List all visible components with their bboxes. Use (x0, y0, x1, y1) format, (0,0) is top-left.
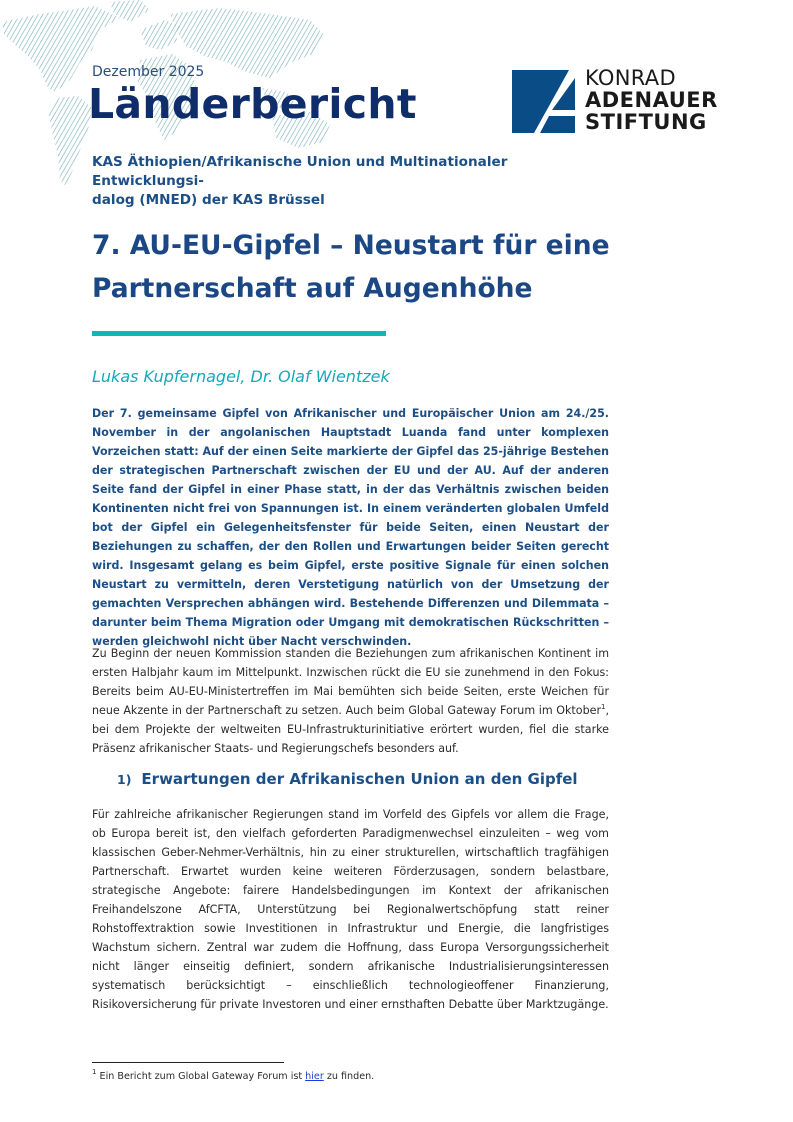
footnote-divider (92, 1062, 284, 1063)
article-title-line-1: 7. AU-EU-Gipfel – Neustart für eine (92, 230, 610, 261)
article-title-line-2: Partnerschaft auf Augenhöhe (92, 273, 533, 304)
logo-line-konrad: KONRAD (585, 66, 676, 90)
report-date: Dezember 2025 (92, 64, 205, 80)
logo-line-adenauer: ADENAUER (585, 88, 718, 112)
article-title (92, 224, 652, 310)
office-line-1: KAS Äthiopien/Afrikanische Union und Multinationaler Entwicklungsi- (92, 154, 508, 189)
footnote-reference[interactable]: 1 (601, 703, 606, 711)
section-heading-1 (117, 770, 578, 788)
body-paragraph-1-text-b: , bei dem Projekte der weltweiten EU-Infrastrukturinitiative erörtert wurden, fiel die starke Präsenz afrikanischer Staats- und Regierungschefs besonders auf. (92, 704, 609, 755)
kas-logo-text (585, 67, 718, 133)
body-paragraph-1 (92, 644, 609, 758)
footnote-text-before: Ein Bericht zum Global Gateway Forum ist (96, 1071, 306, 1082)
footnote-link[interactable]: hier (305, 1071, 324, 1082)
footnote (92, 1068, 375, 1082)
kas-logo (512, 66, 722, 136)
body-paragraph-2: Für zahlreiche afrikanischer Regierungen stand im Vorfeld des Gipfels vor allem die Frage, ob Europa bereit ist, den vielfach geforderten Paradigmenwechsel einzuleiten – weg vom klassischen Geber-Nehmer-Verhältnis, hin zu einer strukturellen, wirtschaftlich tragfähigen Partnerschaft. Erwartet wurden keine weiteren Förderzusagen, sondern belastbare, strategische Angebote: fairere Handelsbedingungen im Kontext der afrikanischen Freihandelszone AfCFTA, Unterstützung bei Regionalwertschöpfung statt reiner Rohstoffextraktion sowie Investitionen in Infrastruktur und Energie, die langfristiges Wachstum sichern. Zentral war zudem die Hoffnung, dass Europa Versorgungssicherheit nicht länger einseitig definiert, sondern afrikanische Industrialisierungsinteressen systematisch berücksichtigt – einschließlich technologieoffener Finanzierung, Risikoversicherung für private Investoren und einer ernsthaften Debatte über Marktzugänge. (92, 808, 609, 1011)
document-type-heading: Länderbericht (88, 80, 417, 128)
accent-divider (92, 331, 386, 336)
footnote-text-after: zu finden. (323, 1071, 375, 1082)
office-subtitle (92, 153, 612, 210)
abstract-paragraph: Der 7. gemeinsame Gipfel von Afrikanischer und Europäischer Union am 24./25. November in der angolanischen Hauptstadt Luanda fand unter komplexen Vorzeichen statt: Auf der einen Seite markierte der Gipfel das 25-jährige Bestehen der strategischen Partnerschaft zwischen der EU und der AU. Auf der anderen Seite fand der Gipfel in einer Phase statt, in der das Verhältnis zwischen beiden Kontinenten nicht frei von Spannungen ist. In einem veränderten globalen Umfeld bot der Gipfel ein Gelegenheitsfenster für beide Seiten, einen Neustart der Beziehungen zu schaffen, der den Rollen und Erwartungen beider Seiten gerecht wird. Insgesamt gelang es beim Gipfel, erste positive Signale für einen solchen Neustart zu vermitteln, deren Verstetigung natürlich von der Umsetzung der gemachten Versprechen abhängen wird. Bestehende Differenzen und Dilemmata – darunter beim Thema Migration oder Umgang mit demokratischen Rückschritten – werden gleichwohl nicht über Nacht verschwinden. (92, 407, 609, 648)
office-line-2: dalog (MNED) der KAS Brüssel (92, 192, 325, 208)
section-title: Erwartungen der Afrikanischen Union an den Gipfel (141, 770, 578, 788)
authors: Lukas Kupfernagel, Dr. Olaf Wientzek (92, 367, 390, 386)
kas-logo-icon (512, 70, 575, 133)
body-paragraph-1-text-a: Zu Beginn der neuen Kommission standen die Beziehungen zum afrikanischen Kontinent im ersten Halbjahr kaum im Mittelpunkt. Inzwischen rückt die EU sie zunehmend in den Fokus: Bereits beim AU-EU-Ministertreffen im Mai bemühten sich beide Seiten, erste Weichen für neue Akzente in der Partnerschaft zu setzen. Auch beim Global Gateway Forum im Oktober (92, 647, 609, 717)
logo-line-stiftung: STIFTUNG (585, 110, 707, 134)
footnote-number: 1 (92, 1068, 97, 1076)
section-number: 1) (117, 772, 132, 787)
